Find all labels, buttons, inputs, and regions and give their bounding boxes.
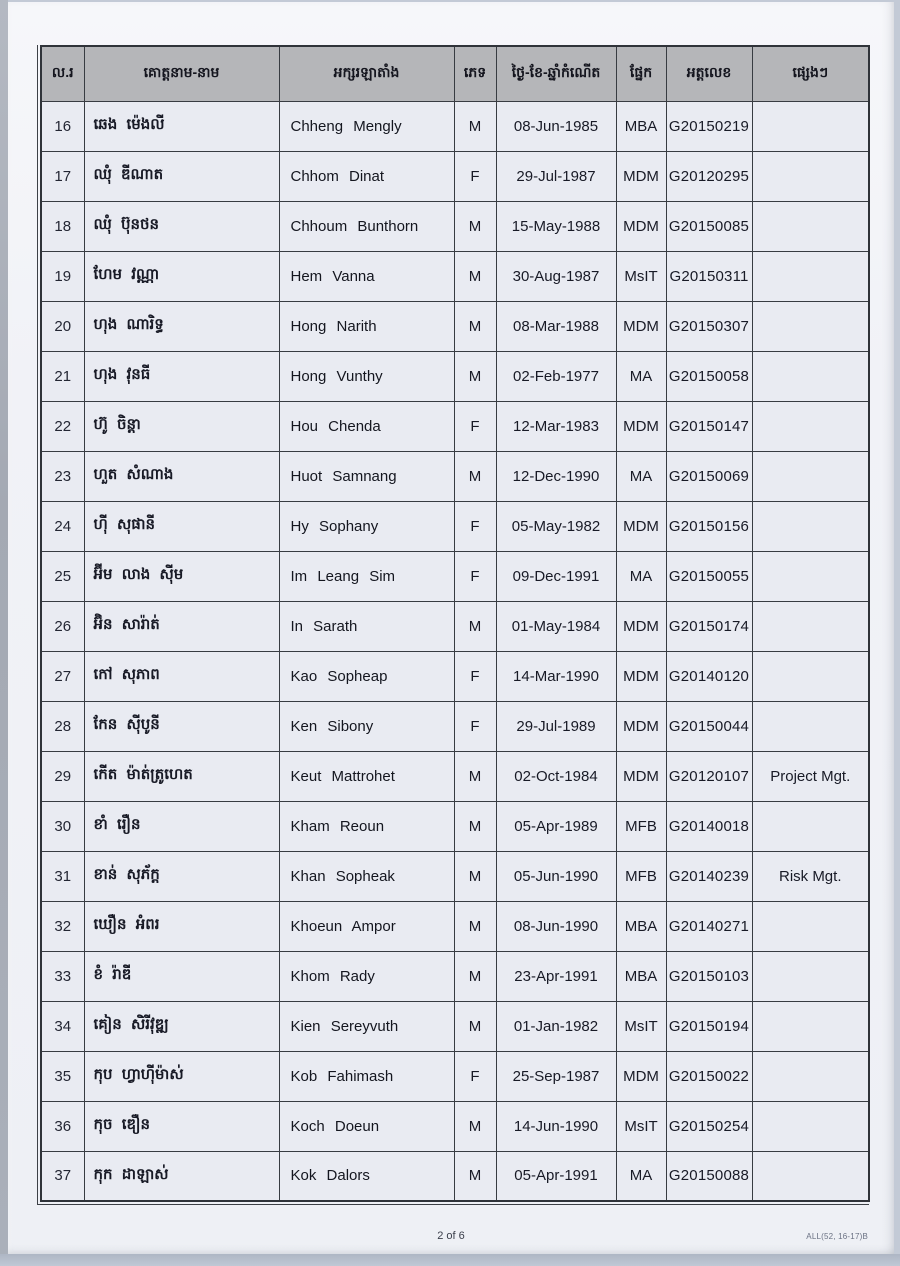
cell-dob: 14-Jun-1990 bbox=[496, 1101, 616, 1151]
cell-dob: 05-May-1982 bbox=[496, 501, 616, 551]
cell-id: G20150254 bbox=[666, 1101, 752, 1151]
cell-no: 31 bbox=[41, 851, 84, 901]
cell-id: G20150088 bbox=[666, 1151, 752, 1201]
cell-latin: Ken Sibony bbox=[279, 701, 454, 751]
cell-gender: M bbox=[454, 901, 496, 951]
cell-others bbox=[752, 951, 869, 1001]
cell-khmer: អ៊ិន សារ៉ាត់ bbox=[84, 601, 279, 651]
cell-others: Risk Mgt. bbox=[752, 851, 869, 901]
cell-program: MBA bbox=[616, 101, 666, 151]
table-row bbox=[41, 101, 869, 151]
cell-gender: M bbox=[454, 451, 496, 501]
cell-khmer: គៀន សិរីវុឌ្ឍ bbox=[84, 1001, 279, 1051]
cell-latin: Kao Sopheap bbox=[279, 651, 454, 701]
cell-dob: 01-Jan-1982 bbox=[496, 1001, 616, 1051]
cell-others bbox=[752, 901, 869, 951]
cell-latin: Chhoum Bunthorn bbox=[279, 201, 454, 251]
cell-khmer: ហុង ណារិទ្ធ bbox=[84, 301, 279, 351]
cell-no: 21 bbox=[41, 351, 84, 401]
cell-id: G20140239 bbox=[666, 851, 752, 901]
cell-program: MA bbox=[616, 451, 666, 501]
cell-program: MDM bbox=[616, 301, 666, 351]
cell-dob: 09-Dec-1991 bbox=[496, 551, 616, 601]
table-row bbox=[41, 701, 869, 751]
cell-no: 20 bbox=[41, 301, 84, 351]
table-row bbox=[41, 651, 869, 701]
cell-program: MA bbox=[616, 1151, 666, 1201]
cell-gender: F bbox=[454, 501, 496, 551]
cell-khmer: ហុង វុនធី bbox=[84, 351, 279, 401]
student-table bbox=[40, 45, 870, 1202]
cell-no: 28 bbox=[41, 701, 84, 751]
cell-latin: Hou Chenda bbox=[279, 401, 454, 451]
cell-no: 37 bbox=[41, 1151, 84, 1201]
cell-dob: 14-Mar-1990 bbox=[496, 651, 616, 701]
cell-dob: 05-Apr-1989 bbox=[496, 801, 616, 851]
cell-program: MsIT bbox=[616, 251, 666, 301]
cell-id: G20150194 bbox=[666, 1001, 752, 1051]
page-number: 2 of 6 bbox=[437, 1230, 465, 1242]
column-header-gender: ភេទ bbox=[454, 46, 496, 101]
cell-gender: M bbox=[454, 101, 496, 151]
cell-gender: M bbox=[454, 201, 496, 251]
cell-latin: Chhom Dinat bbox=[279, 151, 454, 201]
cell-id: G20150069 bbox=[666, 451, 752, 501]
header-row bbox=[41, 46, 869, 101]
cell-dob: 02-Feb-1977 bbox=[496, 351, 616, 401]
cell-id: G20140271 bbox=[666, 901, 752, 951]
cell-gender: F bbox=[454, 651, 496, 701]
cell-latin: Chheng Mengly bbox=[279, 101, 454, 151]
cell-latin: Hong Narith bbox=[279, 301, 454, 351]
cell-others bbox=[752, 601, 869, 651]
column-header-latin: អក្សរឡាតាំង bbox=[279, 46, 454, 101]
cell-latin: Kok Dalors bbox=[279, 1151, 454, 1201]
cell-id: G20120295 bbox=[666, 151, 752, 201]
cell-others bbox=[752, 651, 869, 701]
table-row bbox=[41, 451, 869, 501]
table-row bbox=[41, 351, 869, 401]
cell-id: G20150085 bbox=[666, 201, 752, 251]
cell-id: G20140120 bbox=[666, 651, 752, 701]
table-row bbox=[41, 1001, 869, 1051]
cell-gender: M bbox=[454, 801, 496, 851]
cell-no: 23 bbox=[41, 451, 84, 501]
cell-no: 16 bbox=[41, 101, 84, 151]
cell-dob: 05-Apr-1991 bbox=[496, 1151, 616, 1201]
cell-program: MFB bbox=[616, 851, 666, 901]
cell-id: G20150219 bbox=[666, 101, 752, 151]
column-header-id: អត្តលេខ bbox=[666, 46, 752, 101]
cell-others: Project Mgt. bbox=[752, 751, 869, 801]
cell-no: 17 bbox=[41, 151, 84, 201]
cell-khmer: កើត ម៉ាត់ត្រូហេត bbox=[84, 751, 279, 801]
cell-latin: Im Leang Sim bbox=[279, 551, 454, 601]
cell-dob: 12-Mar-1983 bbox=[496, 401, 616, 451]
cell-others bbox=[752, 501, 869, 551]
cell-dob: 12-Dec-1990 bbox=[496, 451, 616, 501]
cell-no: 25 bbox=[41, 551, 84, 601]
table-row bbox=[41, 851, 869, 901]
cell-latin: In Sarath bbox=[279, 601, 454, 651]
cell-program: MA bbox=[616, 551, 666, 601]
table-row bbox=[41, 951, 869, 1001]
footer-reference: ALL(52, 16-17)B bbox=[806, 1232, 868, 1241]
cell-dob: 01-May-1984 bbox=[496, 601, 616, 651]
cell-khmer: កៅ សុភាព bbox=[84, 651, 279, 701]
cell-others bbox=[752, 151, 869, 201]
cell-no: 34 bbox=[41, 1001, 84, 1051]
cell-id: G20150058 bbox=[666, 351, 752, 401]
table-header bbox=[41, 46, 869, 101]
table-row bbox=[41, 1101, 869, 1151]
cell-program: MDM bbox=[616, 1051, 666, 1101]
cell-khmer: ឃឿន អំពរ bbox=[84, 901, 279, 951]
cell-others bbox=[752, 801, 869, 851]
cell-program: MsIT bbox=[616, 1101, 666, 1151]
column-header-others: ផ្សេងៗ bbox=[752, 46, 869, 101]
cell-id: G20120107 bbox=[666, 751, 752, 801]
cell-no: 26 bbox=[41, 601, 84, 651]
cell-gender: M bbox=[454, 251, 496, 301]
cell-no: 24 bbox=[41, 501, 84, 551]
cell-khmer: ហែម វណ្ណា bbox=[84, 251, 279, 301]
scan-bottom-edge bbox=[0, 1254, 900, 1266]
cell-latin: Hong Vunthy bbox=[279, 351, 454, 401]
cell-others bbox=[752, 1151, 869, 1201]
cell-dob: 30-Aug-1987 bbox=[496, 251, 616, 301]
table-row bbox=[41, 401, 869, 451]
cell-gender: M bbox=[454, 751, 496, 801]
cell-gender: M bbox=[454, 951, 496, 1001]
cell-others bbox=[752, 1001, 869, 1051]
cell-gender: M bbox=[454, 1101, 496, 1151]
cell-gender: F bbox=[454, 701, 496, 751]
cell-program: MDM bbox=[616, 151, 666, 201]
table-row bbox=[41, 151, 869, 201]
cell-others bbox=[752, 401, 869, 451]
cell-program: MA bbox=[616, 351, 666, 401]
cell-others bbox=[752, 1051, 869, 1101]
cell-dob: 15-May-1988 bbox=[496, 201, 616, 251]
cell-program: MDM bbox=[616, 651, 666, 701]
cell-others bbox=[752, 101, 869, 151]
cell-program: MBA bbox=[616, 951, 666, 1001]
cell-id: G20140018 bbox=[666, 801, 752, 851]
cell-program: MDM bbox=[616, 701, 666, 751]
cell-latin: Koch Doeun bbox=[279, 1101, 454, 1151]
cell-no: 27 bbox=[41, 651, 84, 701]
cell-gender: F bbox=[454, 401, 496, 451]
table-row bbox=[41, 901, 869, 951]
cell-others bbox=[752, 1101, 869, 1151]
cell-gender: F bbox=[454, 151, 496, 201]
cell-latin: Hem Vanna bbox=[279, 251, 454, 301]
cell-khmer: អ៊ីម លាង ស៊ីម bbox=[84, 551, 279, 601]
cell-others bbox=[752, 201, 869, 251]
cell-khmer: ខាន់ សុភ័ក្ត bbox=[84, 851, 279, 901]
cell-program: MDM bbox=[616, 401, 666, 451]
cell-gender: M bbox=[454, 851, 496, 901]
cell-dob: 23-Apr-1991 bbox=[496, 951, 616, 1001]
roster-table-wrapper bbox=[37, 45, 869, 1205]
column-header-no: ល.រ bbox=[41, 46, 84, 101]
table-row bbox=[41, 751, 869, 801]
cell-latin: Khom Rady bbox=[279, 951, 454, 1001]
cell-id: G20150307 bbox=[666, 301, 752, 351]
table-body bbox=[41, 101, 869, 1201]
table-row bbox=[41, 251, 869, 301]
cell-gender: F bbox=[454, 1051, 496, 1101]
scanned-page bbox=[8, 2, 894, 1254]
cell-program: MBA bbox=[616, 901, 666, 951]
cell-id: G20150311 bbox=[666, 251, 752, 301]
cell-no: 18 bbox=[41, 201, 84, 251]
cell-latin: Keut Mattrohet bbox=[279, 751, 454, 801]
cell-program: MsIT bbox=[616, 1001, 666, 1051]
cell-others bbox=[752, 451, 869, 501]
table-row bbox=[41, 1151, 869, 1201]
cell-program: MDM bbox=[616, 201, 666, 251]
cell-no: 33 bbox=[41, 951, 84, 1001]
cell-gender: M bbox=[454, 601, 496, 651]
cell-khmer: ហ៊ូ ចិន្តា bbox=[84, 401, 279, 451]
cell-no: 19 bbox=[41, 251, 84, 301]
table-row bbox=[41, 501, 869, 551]
cell-khmer: ខាំ រឿន bbox=[84, 801, 279, 851]
table-row bbox=[41, 601, 869, 651]
cell-khmer: ឈុំ ប៊ុនថន bbox=[84, 201, 279, 251]
cell-khmer: ហួត សំណាង bbox=[84, 451, 279, 501]
cell-dob: 29-Jul-1989 bbox=[496, 701, 616, 751]
cell-id: G20150022 bbox=[666, 1051, 752, 1101]
cell-id: G20150044 bbox=[666, 701, 752, 751]
cell-program: MDM bbox=[616, 601, 666, 651]
cell-latin: Huot Samnang bbox=[279, 451, 454, 501]
cell-gender: F bbox=[454, 551, 496, 601]
cell-dob: 29-Jul-1987 bbox=[496, 151, 616, 201]
cell-latin: Khoeun Ampor bbox=[279, 901, 454, 951]
table-row bbox=[41, 301, 869, 351]
cell-khmer: កុក ដាឡាស់ bbox=[84, 1151, 279, 1201]
cell-no: 29 bbox=[41, 751, 84, 801]
cell-program: MDM bbox=[616, 751, 666, 801]
cell-program: MFB bbox=[616, 801, 666, 851]
cell-khmer: ឈុំ ឌីណាត bbox=[84, 151, 279, 201]
cell-khmer: កែន ស៊ីបូនី bbox=[84, 701, 279, 751]
cell-id: G20150103 bbox=[666, 951, 752, 1001]
cell-no: 36 bbox=[41, 1101, 84, 1151]
cell-no: 22 bbox=[41, 401, 84, 451]
cell-gender: M bbox=[454, 301, 496, 351]
table-row bbox=[41, 1051, 869, 1101]
table-row bbox=[41, 551, 869, 601]
cell-id: G20150055 bbox=[666, 551, 752, 601]
cell-others bbox=[752, 301, 869, 351]
cell-dob: 02-Oct-1984 bbox=[496, 751, 616, 801]
cell-gender: M bbox=[454, 1151, 496, 1201]
cell-latin: Kob Fahimash bbox=[279, 1051, 454, 1101]
cell-id: G20150156 bbox=[666, 501, 752, 551]
cell-others bbox=[752, 351, 869, 401]
column-header-khmer: គោត្តនាម-នាម bbox=[84, 46, 279, 101]
table-row bbox=[41, 201, 869, 251]
cell-gender: M bbox=[454, 1001, 496, 1051]
cell-latin: Hy Sophany bbox=[279, 501, 454, 551]
cell-khmer: ហ៊ី សុផានី bbox=[84, 501, 279, 551]
cell-others bbox=[752, 701, 869, 751]
cell-latin: Kien Sereyvuth bbox=[279, 1001, 454, 1051]
cell-khmer: កុច ឌឿន bbox=[84, 1101, 279, 1151]
cell-latin: Khan Sopheak bbox=[279, 851, 454, 901]
cell-dob: 05-Jun-1990 bbox=[496, 851, 616, 901]
table-row bbox=[41, 801, 869, 851]
cell-no: 30 bbox=[41, 801, 84, 851]
cell-program: MDM bbox=[616, 501, 666, 551]
cell-gender: M bbox=[454, 351, 496, 401]
cell-khmer: ឆេង ម៉េងលី bbox=[84, 101, 279, 151]
cell-no: 35 bbox=[41, 1051, 84, 1101]
cell-khmer: ខំ រ៉ាឌី bbox=[84, 951, 279, 1001]
cell-others bbox=[752, 551, 869, 601]
column-header-dob: ថ្ងៃ-ខែ-ឆ្នាំកំណើត bbox=[496, 46, 616, 101]
cell-dob: 08-Jun-1985 bbox=[496, 101, 616, 151]
cell-dob: 25-Sep-1987 bbox=[496, 1051, 616, 1101]
cell-id: G20150174 bbox=[666, 601, 752, 651]
scan-left-edge bbox=[0, 0, 8, 1266]
cell-no: 32 bbox=[41, 901, 84, 951]
column-header-program: ផ្នែក bbox=[616, 46, 666, 101]
cell-id: G20150147 bbox=[666, 401, 752, 451]
cell-others bbox=[752, 251, 869, 301]
cell-dob: 08-Mar-1988 bbox=[496, 301, 616, 351]
cell-khmer: កុប ហ្វាហ៊ីម៉ាស់ bbox=[84, 1051, 279, 1101]
cell-dob: 08-Jun-1990 bbox=[496, 901, 616, 951]
cell-latin: Kham Reoun bbox=[279, 801, 454, 851]
